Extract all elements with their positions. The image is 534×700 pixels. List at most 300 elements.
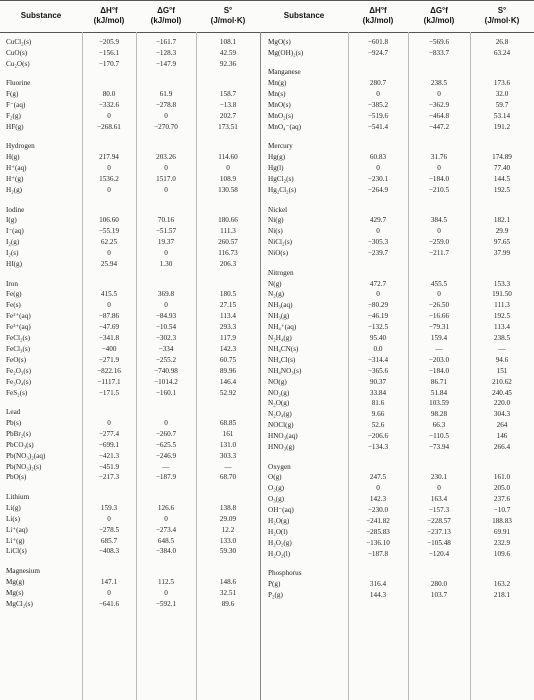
cell-g: −273.4 bbox=[155, 525, 177, 534]
substance-name: Ni(g) bbox=[268, 216, 284, 225]
cell-h: −206.6 bbox=[367, 432, 389, 441]
cell-g: −447.2 bbox=[428, 122, 450, 131]
substance-name: Fe(g) bbox=[6, 290, 22, 299]
substance-name: PbO(s) bbox=[6, 473, 27, 482]
cell-h: −451.9 bbox=[98, 462, 120, 471]
substance-name: MnO₄⁻(aq) bbox=[268, 122, 302, 131]
cell-h: 147.1 bbox=[100, 577, 118, 586]
substance-name: Fe₃O₄(s) bbox=[6, 377, 31, 386]
cell-h: −541.4 bbox=[367, 122, 389, 131]
cell-s: 191.2 bbox=[493, 122, 511, 131]
cell-h: 81.6 bbox=[371, 399, 385, 408]
cell-s: 131.0 bbox=[219, 440, 237, 449]
cell-s: 218.1 bbox=[493, 591, 511, 599]
cell-g: 31.76 bbox=[430, 153, 448, 162]
cell-g: −160.1 bbox=[155, 388, 177, 397]
cell-g: 0 bbox=[164, 301, 168, 310]
cell-g: −203.0 bbox=[428, 355, 450, 364]
cell-h: 0 bbox=[376, 90, 380, 99]
substance-name: O₂(g) bbox=[268, 484, 285, 493]
cell-s: 138.8 bbox=[219, 503, 237, 512]
substance-name: H⁺(g) bbox=[6, 175, 24, 184]
cell-h: 144.3 bbox=[369, 591, 387, 599]
substance-name: Fe₂O₃(s) bbox=[6, 366, 31, 375]
header-dh-left: ΔH°f (kJ/mol) bbox=[93, 6, 125, 25]
cell-g: 61.9 bbox=[159, 90, 173, 99]
cell-h: −80.29 bbox=[367, 301, 389, 310]
substance-name: I⁻(aq) bbox=[6, 227, 24, 236]
cell-g: −184.0 bbox=[428, 175, 450, 184]
cell-h: −385.2 bbox=[367, 101, 389, 110]
cell-h: −924.7 bbox=[367, 48, 389, 57]
substance-name: H₂O₂(g) bbox=[268, 538, 292, 547]
cell-s: 144.5 bbox=[493, 175, 511, 184]
cell-h: 0 bbox=[376, 290, 380, 299]
cell-g: 455.5 bbox=[430, 279, 448, 288]
cell-s: 53.14 bbox=[493, 112, 511, 120]
cell-g: 648.5 bbox=[157, 536, 175, 545]
cell-s: 142.3 bbox=[219, 344, 237, 353]
cell-s: 59.30 bbox=[219, 547, 237, 556]
substance-name: NH₄CN(s) bbox=[268, 344, 299, 353]
substance-name: H(g) bbox=[6, 153, 20, 162]
cell-s: 29.09 bbox=[219, 514, 237, 523]
header-s-left: S° (J/mol·K) bbox=[210, 6, 246, 25]
substance-name: HgCl₂(s) bbox=[268, 175, 294, 184]
group-heading: Iron bbox=[6, 279, 18, 288]
cell-g: 163.4 bbox=[430, 495, 448, 504]
cell-s: 32.51 bbox=[219, 588, 237, 597]
cell-g: 280.0 bbox=[430, 580, 448, 589]
center-divider bbox=[260, 32, 261, 700]
cell-g: 66.3 bbox=[432, 421, 446, 430]
cell-g: −740.98 bbox=[154, 366, 178, 375]
cell-h: 90.37 bbox=[369, 377, 387, 386]
cell-g: −334 bbox=[158, 344, 174, 353]
substance-name: HF(g) bbox=[6, 122, 24, 131]
cell-s: 180.5 bbox=[219, 290, 237, 299]
cell-g: −1014.2 bbox=[154, 377, 178, 386]
substance-name: Fe³⁺(aq) bbox=[6, 323, 31, 332]
group-heading: Mercury bbox=[268, 142, 293, 151]
substance-name: OH⁻(aq) bbox=[268, 506, 294, 515]
substance-name: HNO₃(g) bbox=[268, 443, 295, 451]
group-heading: Oxygen bbox=[268, 462, 291, 471]
cell-g: −16.66 bbox=[428, 312, 450, 321]
substance-name: MnO₂(s) bbox=[268, 112, 294, 120]
cell-g: −10.54 bbox=[155, 323, 177, 332]
cell-g: 0 bbox=[164, 514, 168, 523]
substance-name: Hg(l) bbox=[268, 164, 284, 173]
cell-s: 260.57 bbox=[218, 238, 238, 247]
cell-h: −332.6 bbox=[98, 101, 120, 110]
cell-s: 161.0 bbox=[493, 473, 511, 482]
cell-s: 12.2 bbox=[221, 525, 235, 534]
cell-h: 0 bbox=[107, 186, 111, 194]
cell-g: 126.6 bbox=[157, 503, 175, 512]
substance-name: Pb(NO₃)₂(s) bbox=[6, 462, 42, 471]
cell-g: 238.5 bbox=[430, 79, 448, 88]
substance-name: Mg(OH)₂(s) bbox=[268, 48, 304, 57]
cell-g: — bbox=[162, 462, 170, 471]
cell-g: −211.7 bbox=[429, 249, 449, 258]
substance-name: HI(g) bbox=[6, 260, 22, 268]
cell-s: 191.50 bbox=[492, 290, 512, 299]
cell-h: 0 bbox=[107, 164, 111, 173]
cell-h: −55.19 bbox=[98, 227, 120, 236]
cell-s: 303.3 bbox=[219, 451, 237, 460]
cell-h: 0 bbox=[376, 227, 380, 236]
cell-s: — bbox=[498, 344, 506, 353]
cell-s: 180.66 bbox=[218, 216, 238, 225]
group-heading: Lead bbox=[6, 408, 21, 416]
substance-name: NH₃(aq) bbox=[268, 301, 293, 310]
cell-g: 203.26 bbox=[156, 153, 176, 162]
cell-h: −187.8 bbox=[367, 549, 389, 558]
cell-h: 1536.2 bbox=[99, 175, 119, 184]
cell-h: −314.4 bbox=[367, 355, 389, 364]
substance-name: I₂(s) bbox=[6, 249, 19, 258]
cell-s: 52.92 bbox=[219, 388, 237, 397]
cell-h: 159.3 bbox=[100, 503, 118, 512]
cell-g: −147.9 bbox=[155, 59, 177, 68]
cell-s: 89.6 bbox=[221, 599, 235, 608]
cell-s: 304.3 bbox=[493, 410, 511, 419]
cell-s: 108.1 bbox=[219, 38, 237, 46]
substance-name: NiO(s) bbox=[268, 249, 288, 258]
cell-s: 192.5 bbox=[493, 312, 511, 321]
cell-s: 37.99 bbox=[493, 249, 511, 258]
cell-s: 97.65 bbox=[493, 238, 511, 247]
cell-s: 237.6 bbox=[493, 495, 511, 504]
cell-g: −569.6 bbox=[428, 38, 450, 46]
cell-h: −205.9 bbox=[98, 38, 120, 46]
cell-h: −278.5 bbox=[98, 525, 120, 534]
substance-name: H₂O₂(l) bbox=[268, 549, 291, 558]
cell-g: −26.50 bbox=[428, 301, 450, 310]
header-dg-right: ΔG°f (kJ/mol) bbox=[423, 6, 455, 25]
cell-g: 0 bbox=[437, 227, 441, 236]
cell-s: 59.7 bbox=[495, 101, 509, 110]
cell-h: 247.5 bbox=[369, 473, 387, 482]
cell-g: 112.5 bbox=[158, 577, 174, 586]
cell-h: 0 bbox=[107, 249, 111, 258]
cell-h: −421.3 bbox=[98, 451, 120, 460]
cell-h: 429.7 bbox=[369, 216, 387, 225]
cell-g: 0 bbox=[437, 164, 441, 173]
cell-s: 133.0 bbox=[219, 536, 237, 545]
cell-s: 113.4 bbox=[220, 312, 236, 321]
substance-name: NH₄NO₃(s) bbox=[268, 366, 302, 375]
cell-g: −161.7 bbox=[155, 38, 177, 46]
cell-s: 264 bbox=[496, 421, 508, 430]
substance-name: FeS₂(s) bbox=[6, 388, 28, 397]
cell-g: 1.30 bbox=[159, 260, 173, 268]
cell-g: −51.57 bbox=[155, 227, 177, 236]
cell-s: 293.3 bbox=[219, 323, 237, 332]
cell-s: 153.3 bbox=[493, 279, 511, 288]
cell-s: 146.4 bbox=[219, 377, 237, 386]
substance-name: Cu₂O(s) bbox=[6, 59, 30, 68]
cell-h: −271.9 bbox=[98, 355, 120, 364]
substance-name: P₂(g) bbox=[268, 591, 283, 599]
cell-h: −601.8 bbox=[367, 38, 389, 46]
cell-h: −641.6 bbox=[98, 599, 120, 608]
cell-g: −120.4 bbox=[428, 549, 450, 558]
cell-h: −217.3 bbox=[98, 473, 120, 482]
cell-g: 0 bbox=[164, 112, 168, 120]
cell-g: 230.1 bbox=[430, 473, 448, 482]
cell-s: 173.51 bbox=[218, 122, 238, 131]
cell-h: 217.94 bbox=[99, 153, 119, 162]
cell-s: 60.75 bbox=[219, 355, 237, 364]
substance-name: O(g) bbox=[268, 473, 282, 482]
cell-g: −237.13 bbox=[427, 527, 451, 536]
cell-g: 103.7 bbox=[430, 591, 448, 599]
cell-g: 0 bbox=[164, 588, 168, 597]
substance-name: MgCl₂(s) bbox=[6, 599, 33, 608]
cell-g: 0 bbox=[437, 290, 441, 299]
substance-name: PbCO₃(s) bbox=[6, 440, 34, 449]
cell-h: 0 bbox=[376, 484, 380, 493]
cell-h: −277.4 bbox=[98, 429, 120, 438]
substance-name: F(g) bbox=[6, 90, 19, 99]
cell-g: −105.48 bbox=[427, 538, 451, 547]
substance-name: FeCl₂(s) bbox=[6, 334, 31, 342]
cell-g: 70.16 bbox=[157, 216, 175, 225]
cell-h: 95.40 bbox=[369, 334, 387, 342]
cell-g: 0 bbox=[437, 484, 441, 493]
cell-h: −365.6 bbox=[367, 366, 389, 375]
cell-h: −241.82 bbox=[366, 517, 390, 525]
cell-s: 188.83 bbox=[492, 517, 512, 525]
substance-name: NO₂(g) bbox=[268, 388, 290, 397]
cell-g: −79.31 bbox=[428, 323, 450, 332]
cell-h: 415.5 bbox=[100, 290, 118, 299]
cell-h: −1117.1 bbox=[97, 377, 121, 386]
cell-g: −73.94 bbox=[428, 443, 450, 451]
cell-s: 146 bbox=[496, 432, 508, 441]
substance-name: NO(g) bbox=[268, 377, 287, 386]
substance-name: Mn(s) bbox=[268, 90, 286, 99]
cell-h: −519.6 bbox=[367, 112, 389, 120]
cell-s: −10.7 bbox=[493, 506, 511, 515]
substance-name: FeO(s) bbox=[6, 355, 26, 364]
cell-s: 232.9 bbox=[493, 538, 511, 547]
cell-s: 29.9 bbox=[495, 227, 509, 236]
cell-h: 106.60 bbox=[99, 216, 119, 225]
cell-g: −210.5 bbox=[428, 186, 450, 194]
cell-s: 94.6 bbox=[495, 355, 509, 364]
cell-s: 77.40 bbox=[493, 164, 511, 173]
cell-h: −822.16 bbox=[97, 366, 121, 375]
cell-h: 0 bbox=[376, 164, 380, 173]
substance-name: O₃(g) bbox=[268, 495, 285, 504]
cell-h: −341.8 bbox=[98, 334, 120, 342]
cell-g: 103.59 bbox=[429, 399, 449, 408]
cell-s: 27.15 bbox=[219, 301, 237, 310]
cell-h: −132.5 bbox=[367, 323, 389, 332]
cell-g: −157.3 bbox=[428, 506, 450, 515]
substance-name: PbBr₂(s) bbox=[6, 429, 31, 438]
cell-h: 33.84 bbox=[369, 388, 387, 397]
cell-h: 0 bbox=[107, 588, 111, 597]
cell-g: −464.8 bbox=[428, 112, 450, 120]
substance-name: NOCl(g) bbox=[268, 421, 294, 430]
cell-g: −184.0 bbox=[428, 366, 450, 375]
cell-h: −170.7 bbox=[98, 59, 120, 68]
substance-name: Pb(s) bbox=[6, 418, 22, 427]
header-substance-right: Substance bbox=[283, 11, 325, 20]
cell-g: 369.8 bbox=[157, 290, 175, 299]
cell-s: 173.6 bbox=[493, 79, 511, 88]
cell-s: 42.59 bbox=[219, 48, 237, 57]
group-heading: Nitrogen bbox=[268, 268, 294, 277]
cell-s: 69.91 bbox=[493, 527, 511, 536]
cell-g: 0 bbox=[164, 164, 168, 173]
cell-g: −84.93 bbox=[155, 312, 177, 321]
cell-h: 472.7 bbox=[369, 279, 387, 288]
cell-g: −187.9 bbox=[155, 473, 177, 482]
cell-g: −228.57 bbox=[427, 517, 451, 525]
substance-name: MnO(s) bbox=[268, 101, 291, 110]
substance-name: H₂(g) bbox=[6, 186, 23, 194]
cell-h: 25.94 bbox=[100, 260, 118, 268]
cell-s: 117.9 bbox=[220, 334, 236, 342]
group-heading: Phosphorus bbox=[268, 569, 302, 578]
substance-name: Mg(s) bbox=[6, 588, 24, 597]
substance-name: Fe²⁺(aq) bbox=[6, 312, 31, 321]
substance-name: H⁺(aq) bbox=[6, 164, 27, 173]
cell-h: 9.66 bbox=[371, 410, 385, 419]
cell-s: 205.0 bbox=[493, 484, 511, 493]
cell-g: −128.3 bbox=[155, 48, 177, 57]
substance-name: NH₄Cl(s) bbox=[268, 355, 296, 364]
group-heading: Lithium bbox=[6, 492, 30, 501]
cell-s: 174.89 bbox=[492, 153, 512, 162]
substance-name: Ni(s) bbox=[268, 227, 283, 236]
cell-h: −268.61 bbox=[97, 122, 121, 131]
cell-g: 0 bbox=[164, 186, 168, 194]
cell-h: −156.1 bbox=[98, 48, 120, 57]
header-s-right: S° (J/mol·K) bbox=[484, 6, 520, 25]
cell-s: 116.73 bbox=[218, 249, 238, 258]
substance-name: LiCl(s) bbox=[6, 547, 27, 556]
cell-h: 62.25 bbox=[100, 238, 118, 247]
cell-s: 130.58 bbox=[218, 186, 238, 194]
cell-s: 202.7 bbox=[219, 112, 237, 120]
cell-g: −259.0 bbox=[428, 238, 450, 247]
cell-g: 1517.0 bbox=[156, 175, 176, 184]
group-heading: Magnesium bbox=[6, 566, 40, 575]
cell-h: −87.86 bbox=[98, 312, 120, 321]
cell-g: 0 bbox=[437, 90, 441, 99]
substance-name: Li(g) bbox=[6, 503, 21, 512]
cell-g: 19.37 bbox=[157, 238, 175, 247]
substance-name: Li(s) bbox=[6, 514, 20, 523]
cell-h: −305.3 bbox=[367, 238, 389, 247]
substance-name: H₂O(g) bbox=[268, 517, 290, 525]
group-heading: Nickel bbox=[268, 205, 288, 214]
cell-h: −136.10 bbox=[366, 538, 390, 547]
cell-h: 316.4 bbox=[369, 580, 387, 589]
group-heading: Manganese bbox=[268, 68, 301, 77]
cell-s: 113.4 bbox=[494, 323, 510, 332]
substance-name: Mg(g) bbox=[6, 577, 25, 586]
substance-name: F⁻(aq) bbox=[6, 101, 26, 110]
cell-g: −384.0 bbox=[155, 547, 177, 556]
cell-s: 182.1 bbox=[493, 216, 511, 225]
substance-name: I₂(g) bbox=[6, 238, 20, 247]
substance-name: F₂(g) bbox=[6, 112, 21, 120]
cell-h: 60.83 bbox=[369, 153, 387, 162]
cell-s: 163.2 bbox=[493, 580, 511, 589]
substance-name: N₂H₄(g) bbox=[268, 334, 292, 342]
cell-s: 26.8 bbox=[495, 38, 509, 46]
cell-g: — bbox=[435, 344, 443, 353]
cell-s: 206.3 bbox=[219, 260, 237, 268]
cell-s: 68.85 bbox=[219, 418, 237, 427]
substance-name: NiCl₂(s) bbox=[268, 238, 293, 247]
cell-s: 161 bbox=[222, 429, 234, 438]
substance-name: Hg(g) bbox=[268, 153, 286, 162]
cell-h: −46.19 bbox=[367, 312, 389, 321]
cell-s: 266.4 bbox=[493, 443, 511, 451]
cell-g: −260.7 bbox=[155, 429, 177, 438]
header-dg-left: ΔG°f (kJ/mol) bbox=[150, 6, 182, 25]
header-dh-right: ΔH°f (kJ/mol) bbox=[362, 6, 394, 25]
cell-g: −255.2 bbox=[155, 355, 177, 364]
cell-h: −230.0 bbox=[367, 506, 389, 515]
substance-name: Li⁺(g) bbox=[6, 536, 25, 545]
cell-h: −408.3 bbox=[98, 547, 120, 556]
substance-name: N₂O(g) bbox=[268, 399, 290, 408]
cell-s: 0 bbox=[226, 164, 230, 173]
cell-g: −270.70 bbox=[154, 122, 178, 131]
group-heading: Iodine bbox=[6, 205, 25, 214]
group-heading: Fluorine bbox=[6, 79, 31, 88]
substance-name: Mn(g) bbox=[268, 79, 287, 88]
cell-s: 114.60 bbox=[218, 153, 238, 162]
cell-h: −400 bbox=[101, 344, 117, 353]
substance-name: NH₃(g) bbox=[268, 312, 290, 321]
cell-s: — bbox=[224, 462, 232, 471]
substance-name: HNO₃(aq) bbox=[268, 432, 298, 441]
substance-name: MgO(s) bbox=[268, 38, 291, 46]
cell-h: 0.0 bbox=[373, 344, 383, 353]
cell-h: −264.9 bbox=[367, 186, 389, 194]
cell-h: −134.3 bbox=[367, 443, 389, 451]
cell-s: 109.6 bbox=[493, 549, 511, 558]
substance-name: N₂(g) bbox=[268, 290, 285, 299]
cell-g: −246.9 bbox=[155, 451, 177, 460]
cell-s: 92.36 bbox=[219, 59, 237, 68]
cell-g: −110.5 bbox=[429, 432, 449, 441]
cell-s: 151 bbox=[496, 366, 508, 375]
cell-h: −171.5 bbox=[98, 388, 120, 397]
cell-h: 0 bbox=[107, 112, 111, 120]
cell-s: 148.6 bbox=[219, 577, 237, 586]
cell-s: 158.7 bbox=[219, 90, 237, 99]
cell-g: 0 bbox=[164, 249, 168, 258]
cell-s: 63.24 bbox=[493, 48, 511, 57]
cell-h: 0 bbox=[107, 418, 111, 427]
substance-name: Hg₂Cl₂(s) bbox=[268, 186, 297, 194]
cell-g: −278.8 bbox=[155, 101, 177, 110]
substance-name: Fe(s) bbox=[6, 301, 21, 310]
cell-s: 210.62 bbox=[492, 377, 512, 386]
cell-g: −362.9 bbox=[428, 101, 450, 110]
